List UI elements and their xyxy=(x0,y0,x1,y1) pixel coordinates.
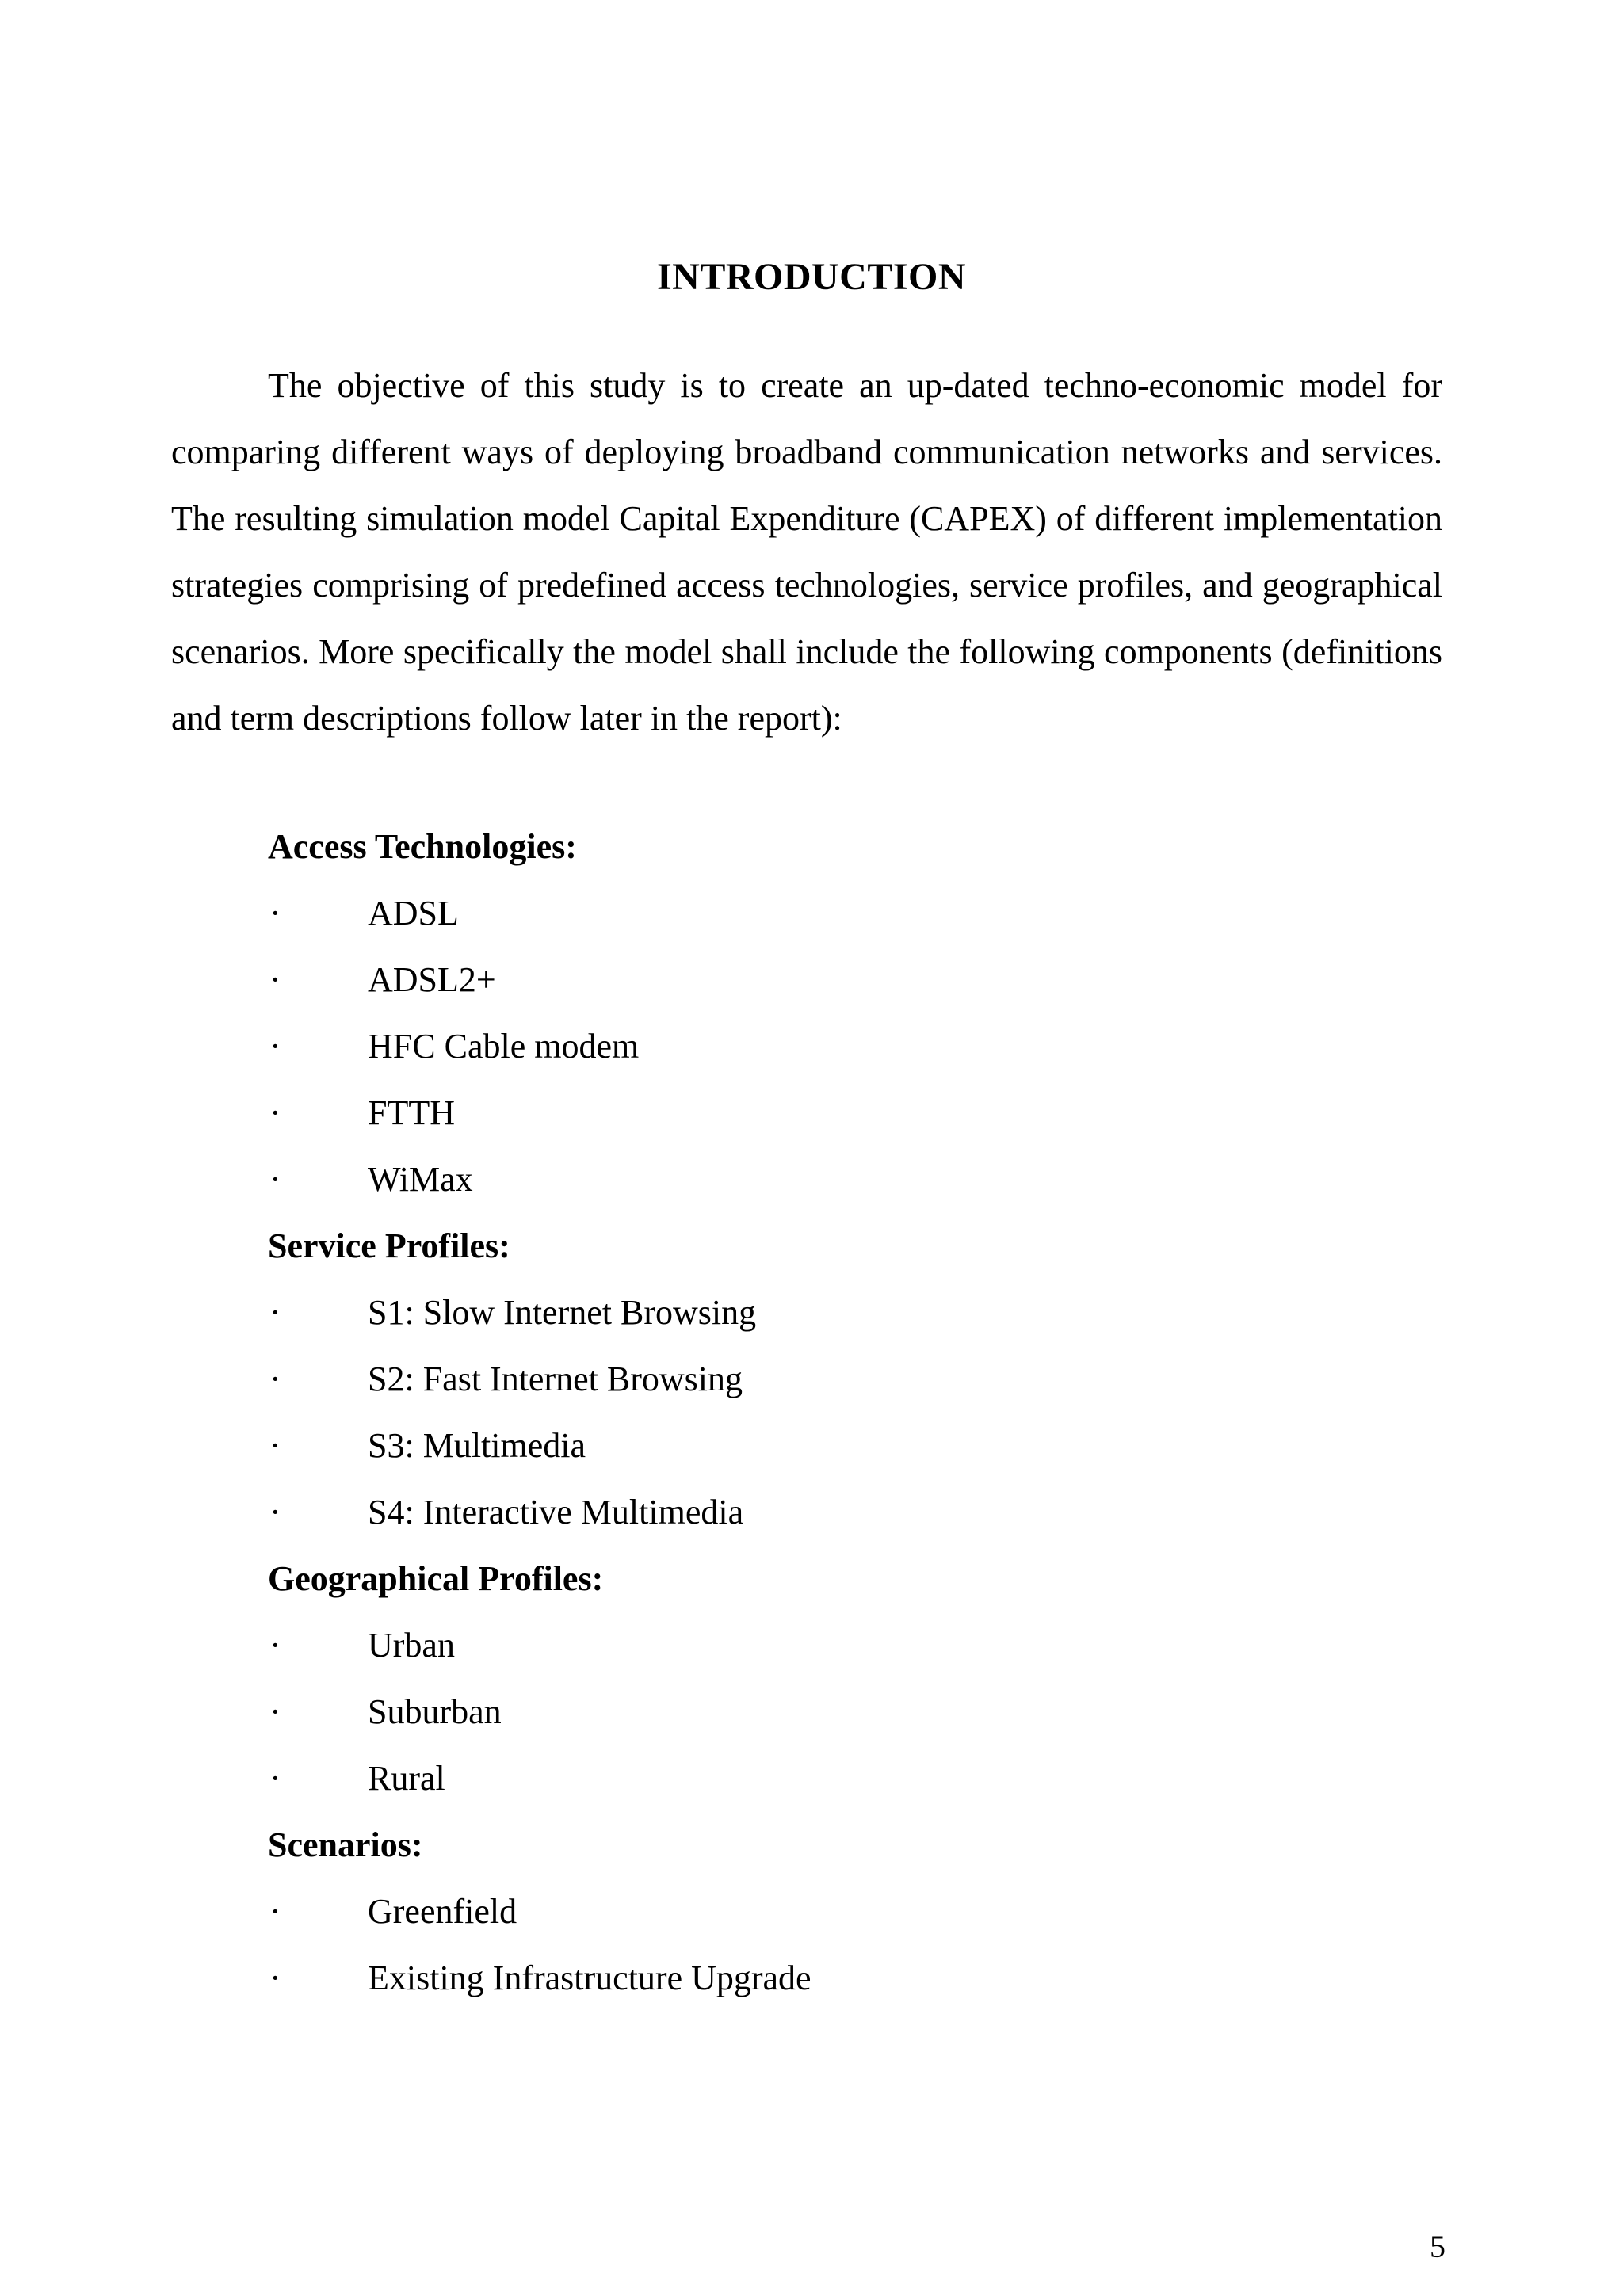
bullet-icon: · xyxy=(269,1692,281,1731)
list-item xyxy=(268,1479,1377,1546)
list-item xyxy=(268,1346,1377,1413)
bullet-icon: · xyxy=(269,960,281,999)
list-item xyxy=(268,1945,1377,2012)
list-item-label: S1: Slow Internet Browsing xyxy=(368,1293,757,1332)
list-item xyxy=(268,1612,1377,1679)
section-geographical-profiles xyxy=(268,1546,1377,1812)
list-item-label: S4: Interactive Multimedia xyxy=(368,1493,744,1531)
page-number: 5 xyxy=(1430,2229,1445,2264)
list-item-label: S2: Fast Internet Browsing xyxy=(368,1360,743,1398)
list-item-label: HFC Cable modem xyxy=(368,1027,640,1066)
section-access-technologies xyxy=(268,814,1377,1213)
list-item xyxy=(268,1413,1377,1479)
bullet-icon: · xyxy=(269,1093,281,1132)
list-item xyxy=(268,1280,1377,1346)
bullet-icon: · xyxy=(269,1160,281,1199)
bullet-icon: · xyxy=(269,1426,281,1465)
bullet-icon: · xyxy=(269,1293,281,1332)
bullet-icon: · xyxy=(269,1493,281,1531)
bullet-icon: · xyxy=(269,1759,281,1798)
section-heading: Service Profiles: xyxy=(268,1226,510,1265)
list-item xyxy=(268,1013,1377,1080)
list-item xyxy=(268,880,1377,947)
list-item-label: Urban xyxy=(368,1626,455,1665)
list-item xyxy=(268,1745,1377,1812)
service-profiles-list xyxy=(268,1280,1377,1546)
list-item-label: WiMax xyxy=(368,1160,473,1199)
section-service-profiles xyxy=(268,1213,1377,1546)
list-item-label: Greenfield xyxy=(368,1892,517,1931)
list-item xyxy=(268,1878,1377,1945)
scenarios-list xyxy=(268,1878,1377,2012)
section-heading: Scenarios: xyxy=(268,1825,423,1864)
list-item-label: ADSL2+ xyxy=(368,960,496,999)
section-heading: Geographical Profiles: xyxy=(268,1559,604,1598)
page-title: INTRODUCTION xyxy=(656,256,967,298)
geographical-profiles-list xyxy=(268,1612,1377,1812)
bullet-icon: · xyxy=(269,1360,281,1398)
intro-paragraph: The objective of this study is to create an up-dated techno-economic model for comparing different ways of deploying broadband communication networks and services. The resulting simulation model Capital Expenditure (CAPEX) of different implementation strategies comprising of predefined access technologies, service profiles, and geographical scenarios. More specifically the model shall include the following components (definitions and term descriptions follow later in the report): xyxy=(171,366,1442,738)
list-item-label: FTTH xyxy=(368,1093,455,1132)
bullet-icon: · xyxy=(269,1958,281,1997)
list-item xyxy=(268,947,1377,1013)
list-item-label: ADSL xyxy=(368,894,459,933)
component-lists xyxy=(268,814,1377,2012)
list-item xyxy=(268,1679,1377,1745)
list-item-label: Suburban xyxy=(368,1692,502,1731)
list-item-label: S3: Multimedia xyxy=(368,1426,586,1465)
bullet-icon: · xyxy=(269,1626,281,1665)
access-technologies-list xyxy=(268,880,1377,1213)
section-scenarios xyxy=(268,1812,1377,2012)
bullet-icon: · xyxy=(269,1027,281,1066)
list-item-label: Existing Infrastructure Upgrade xyxy=(368,1958,812,1997)
list-item xyxy=(268,1080,1377,1146)
list-item-label: Rural xyxy=(368,1759,445,1798)
list-item xyxy=(268,1146,1377,1213)
bullet-icon: · xyxy=(269,894,281,933)
bullet-icon: · xyxy=(269,1892,281,1931)
section-heading: Access Technologies: xyxy=(268,827,577,866)
